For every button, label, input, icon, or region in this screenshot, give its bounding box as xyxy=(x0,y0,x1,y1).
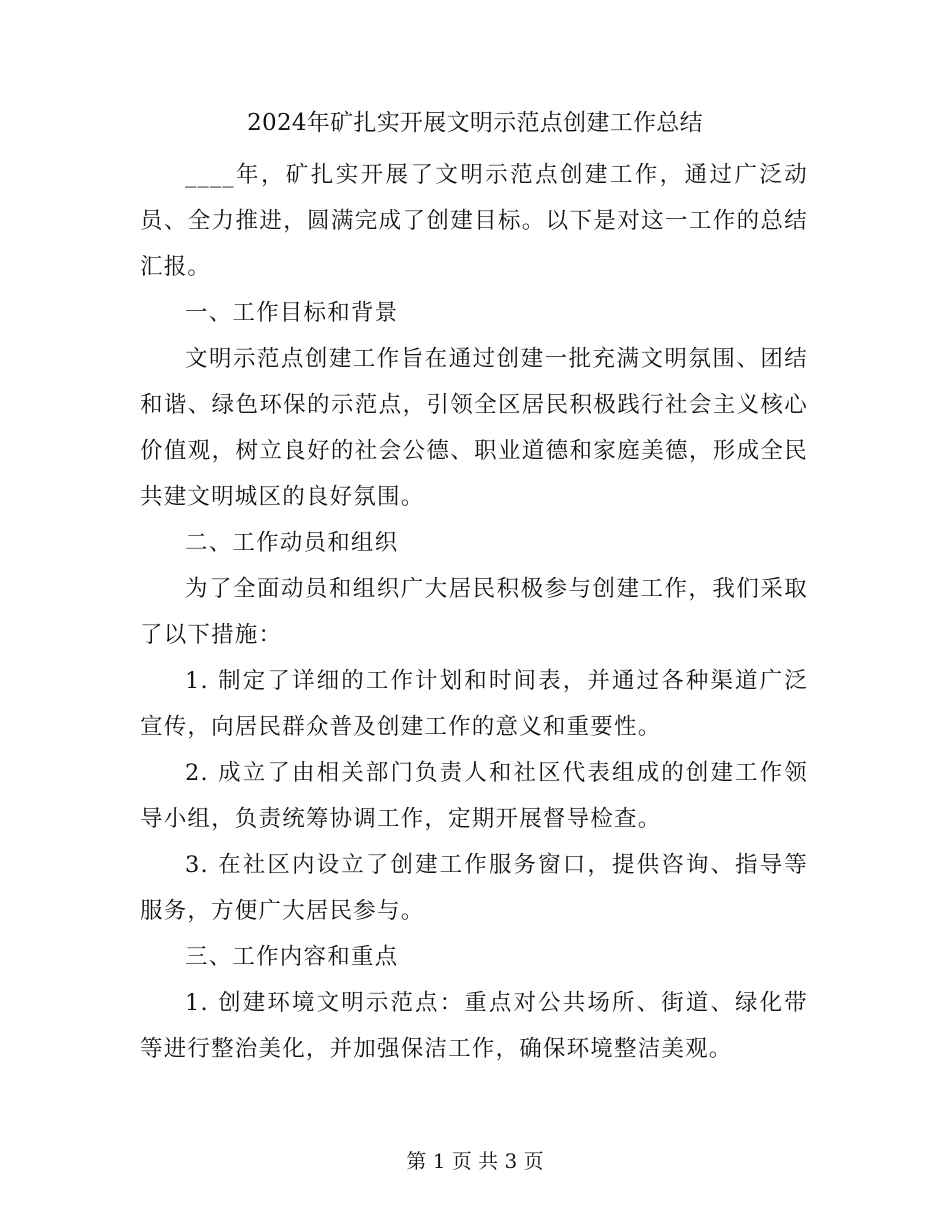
page-number-footer: 第 1 页 共 3 页 xyxy=(406,1149,544,1173)
list-item-measure-2: 2. 成立了由相关部门负责人和社区代表组成的创建工作领导小组，负责统筹协调工作，定期开展督导检查。 xyxy=(140,760,808,832)
list-item-measure-1: 1. 制定了详细的工作计划和时间表，并通过各种渠道广泛宣传，向居民群众普及创建工作的意义和重要性。 xyxy=(140,668,808,740)
list-item-content-1: 1. 创建环境文明示范点：重点对公共场所、街道、绿化带等进行整治美化，并加强保洁工作，确保环境整洁美观。 xyxy=(140,990,808,1062)
paragraph-background: 文明示范点创建工作旨在通过创建一批充满文明氛围、团结和谐、绿色环保的示范点，引领全区居民积极践行社会主义核心价值观，树立良好的社会公德、职业道德和家庭美德，形成全民共建文明城区的良好氛围。 xyxy=(140,346,808,510)
document-body xyxy=(140,152,808,1072)
section-heading-2: 二、工作动员和组织 xyxy=(185,530,399,556)
section-heading-3: 三、工作内容和重点 xyxy=(185,944,399,970)
paragraph-intro: ____年，矿扎实开展了文明示范点创建工作，通过广泛动员、全力推进，圆满完成了创建目标。以下是对这一工作的总结汇报。 xyxy=(140,162,808,280)
paragraph-measures-intro: 为了全面动员和组织广大居民积极参与创建工作，我们采取了以下措施： xyxy=(140,576,808,648)
section-heading-1: 一、工作目标和背景 xyxy=(185,300,399,326)
document-title: 2024年矿扎实开展文明示范点创建工作总结 xyxy=(247,110,703,136)
list-item-measure-3: 3. 在社区内设立了创建工作服务窗口，提供咨询、指导等服务，方便广大居民参与。 xyxy=(140,852,808,924)
